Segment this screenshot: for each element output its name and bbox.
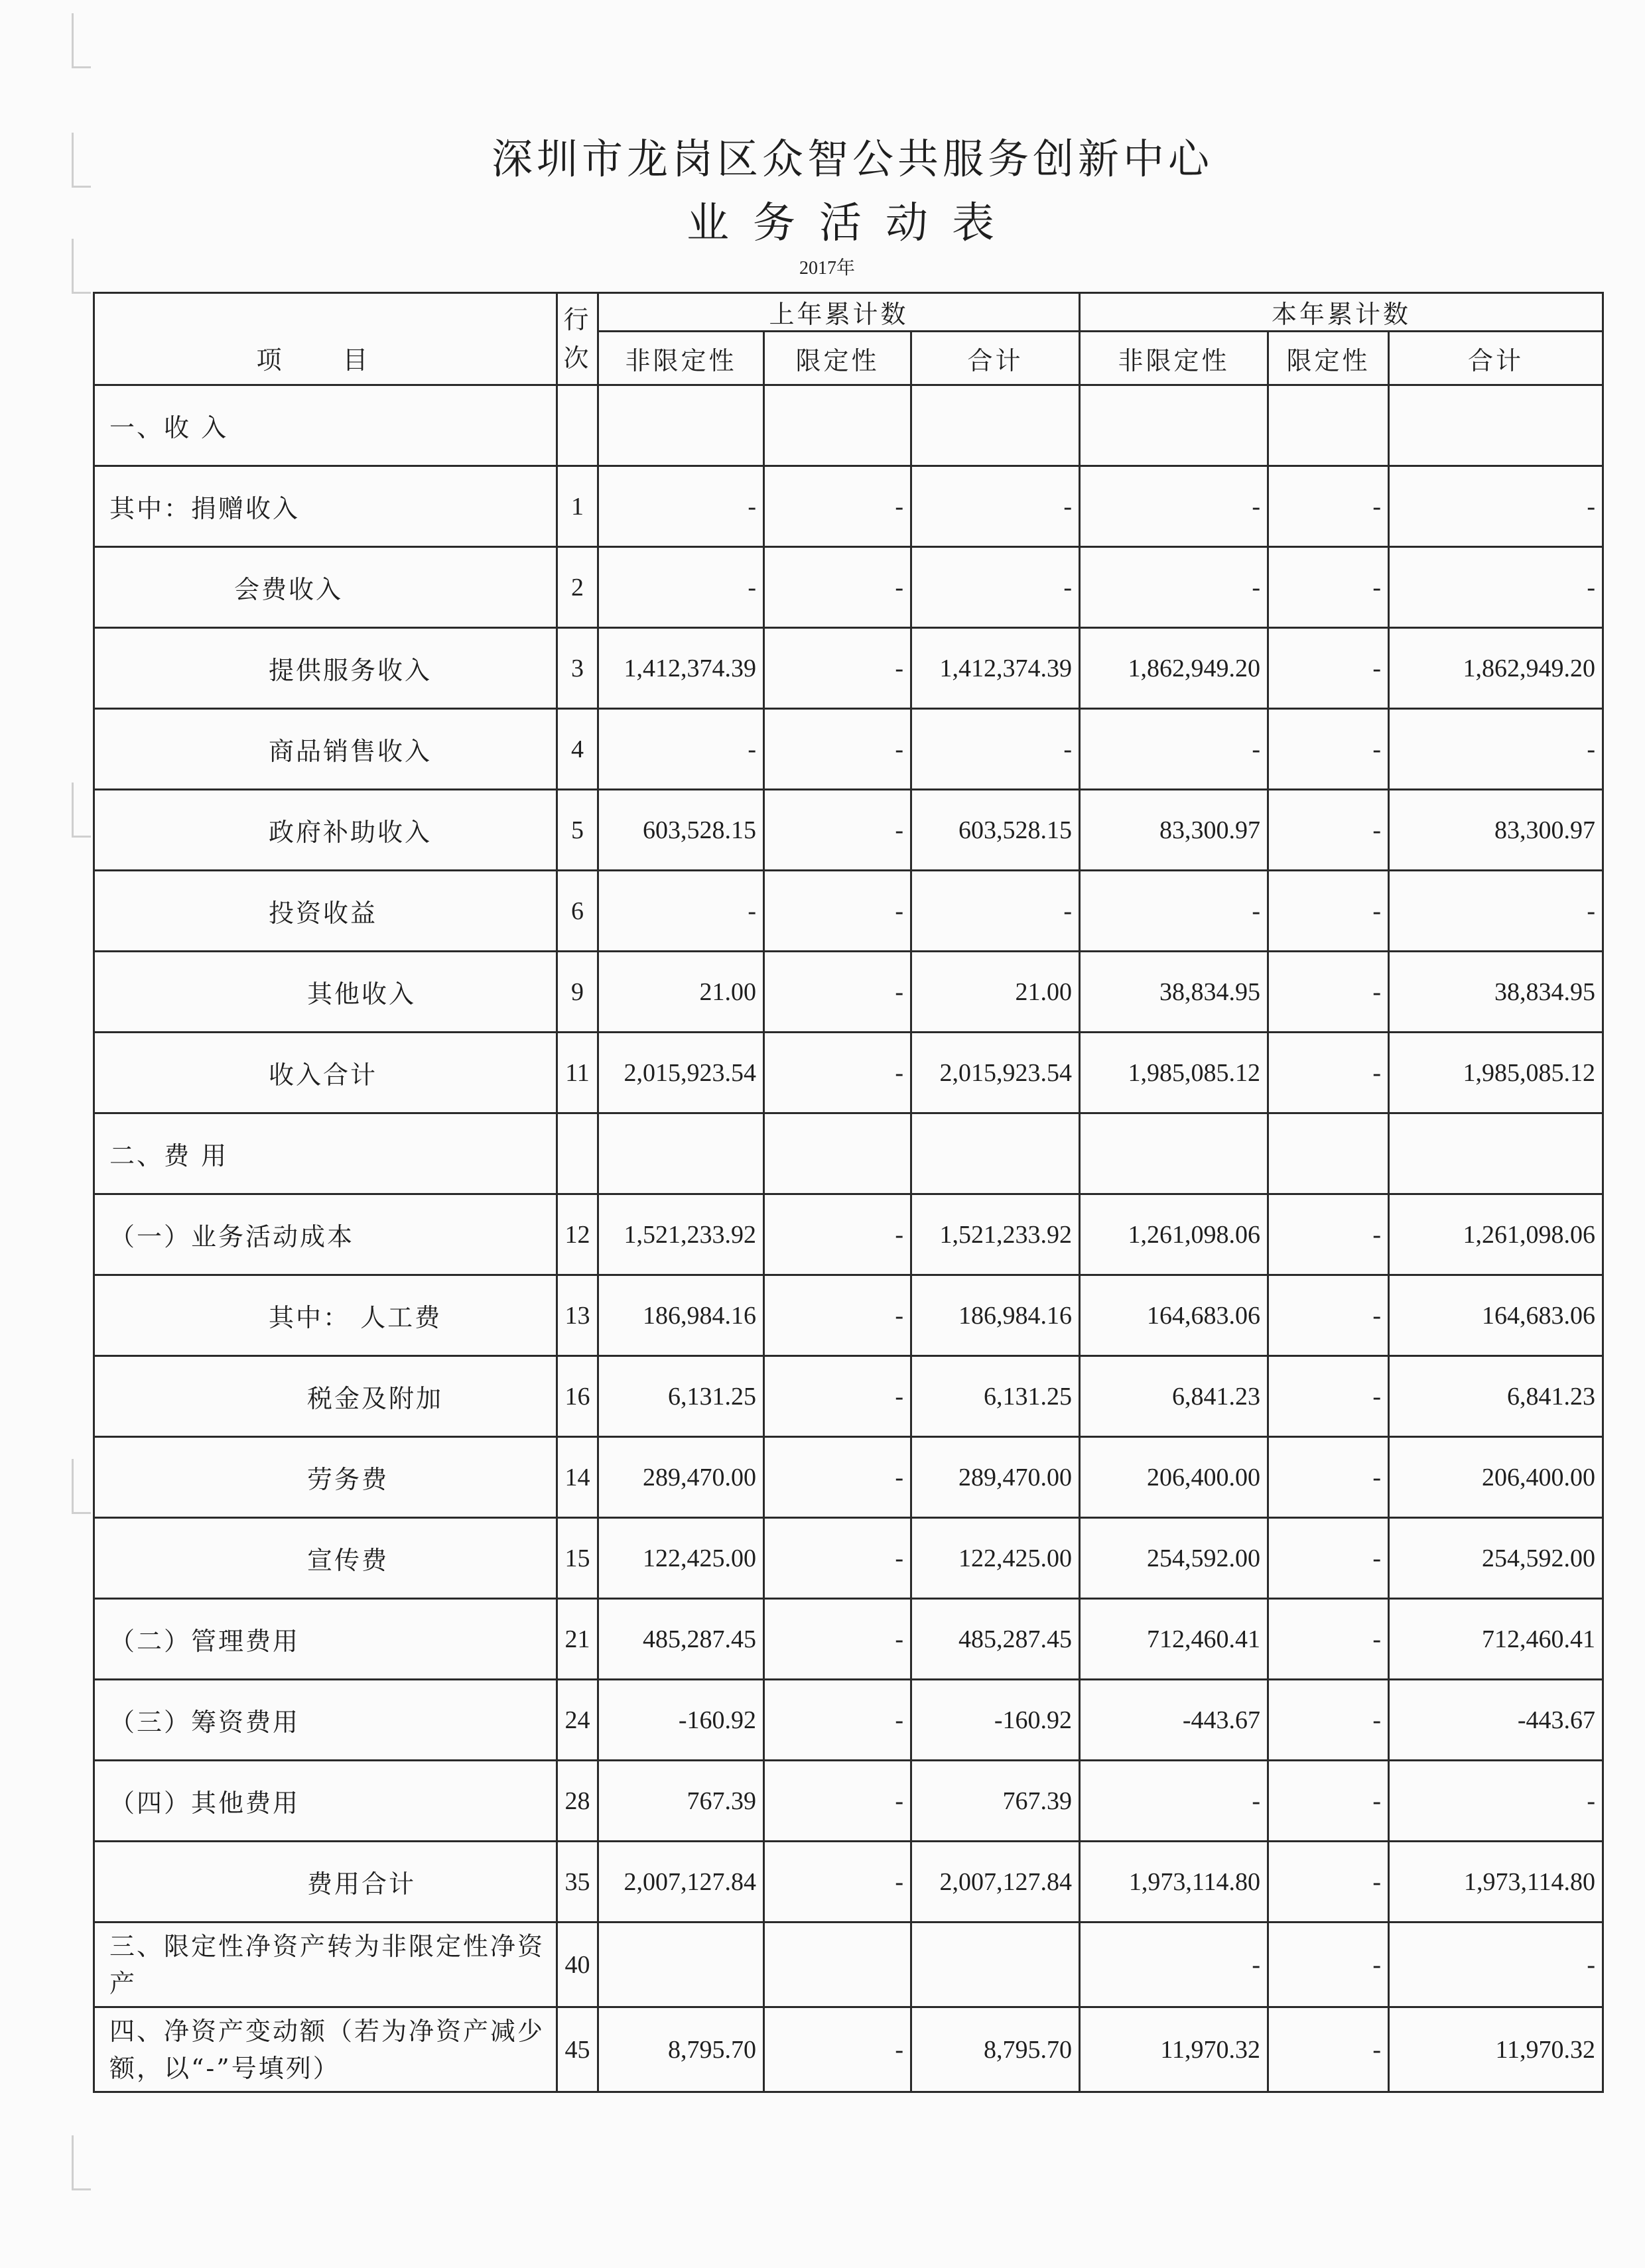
current-total-cell: - bbox=[1389, 709, 1603, 790]
current-restricted-cell: - bbox=[1268, 547, 1389, 628]
line-no-cell: 40 bbox=[557, 1922, 598, 2007]
current-total-cell: 38,834.95 bbox=[1389, 952, 1603, 1033]
binding-mark bbox=[72, 1459, 91, 1514]
line-no-cell: 12 bbox=[557, 1194, 598, 1275]
current-restricted-cell: - bbox=[1268, 1761, 1389, 1842]
row-item-label: 政府补助收入 bbox=[94, 790, 557, 871]
row-item-label: 其中： 人工费 bbox=[94, 1275, 557, 1356]
line-no-cell: 45 bbox=[557, 2007, 598, 2092]
table-row bbox=[94, 1518, 1603, 1599]
line-no-cell: 24 bbox=[557, 1680, 598, 1761]
current-total-cell: 1,985,085.12 bbox=[1389, 1033, 1603, 1113]
current-unrestricted-cell: 1,985,085.12 bbox=[1080, 1033, 1268, 1113]
prior-restricted-cell: - bbox=[764, 790, 911, 871]
binding-mark bbox=[72, 13, 91, 68]
prior-total-cell: 767.39 bbox=[911, 1761, 1080, 1842]
prior-unrestricted-cell: 8,795.70 bbox=[598, 2007, 764, 2092]
current-unrestricted-cell: - bbox=[1080, 1922, 1268, 2007]
prior-total-cell: 6,131.25 bbox=[911, 1356, 1080, 1437]
prior-total-cell: 603,528.15 bbox=[911, 790, 1080, 871]
binding-mark bbox=[72, 783, 91, 838]
current-restricted-cell: - bbox=[1268, 1194, 1389, 1275]
table-row bbox=[94, 1275, 1603, 1356]
prior-unrestricted-cell bbox=[598, 1113, 764, 1194]
prior-restricted-cell: - bbox=[764, 1033, 911, 1113]
prior-unrestricted-cell bbox=[598, 385, 764, 466]
current-total-cell bbox=[1389, 385, 1603, 466]
prior-total-cell bbox=[911, 1113, 1080, 1194]
line-no-cell: 11 bbox=[557, 1033, 598, 1113]
prior-total-cell: - bbox=[911, 709, 1080, 790]
prior-total-cell: - bbox=[911, 466, 1080, 547]
prior-restricted-cell: - bbox=[764, 466, 911, 547]
row-item-label: 劳务费 bbox=[94, 1437, 557, 1518]
prior-restricted-cell: - bbox=[764, 709, 911, 790]
current-total-cell bbox=[1389, 1113, 1603, 1194]
current-unrestricted-cell: 11,970.32 bbox=[1080, 2007, 1268, 2092]
org-title: 深圳市龙岗区众智公共服务创新中心 bbox=[491, 135, 1213, 183]
current-restricted-cell: - bbox=[1268, 1680, 1389, 1761]
current-unrestricted-cell: 1,261,098.06 bbox=[1080, 1194, 1268, 1275]
binding-mark bbox=[72, 2135, 91, 2190]
row-item-label: （二）管理费用 bbox=[94, 1599, 557, 1680]
prior-total-header: 合计 bbox=[911, 332, 1080, 385]
table-row bbox=[94, 1922, 1603, 2007]
current-unrestricted-cell: -443.67 bbox=[1080, 1680, 1268, 1761]
table-row bbox=[94, 790, 1603, 871]
current-total-cell: 164,683.06 bbox=[1389, 1275, 1603, 1356]
current-restricted-cell: - bbox=[1268, 1275, 1389, 1356]
current-restricted-cell: - bbox=[1268, 1033, 1389, 1113]
prior-unrestricted-cell: 6,131.25 bbox=[598, 1356, 764, 1437]
row-item-label: 一、收 入 bbox=[94, 385, 557, 466]
current-unrestricted-cell: 6,841.23 bbox=[1080, 1356, 1268, 1437]
current-unrestricted-header: 非限定性 bbox=[1080, 332, 1268, 385]
prior-total-cell: 2,007,127.84 bbox=[911, 1842, 1080, 1922]
current-unrestricted-cell bbox=[1080, 385, 1268, 466]
line-no-cell: 13 bbox=[557, 1275, 598, 1356]
prior-unrestricted-cell: 21.00 bbox=[598, 952, 764, 1033]
prior-restricted-cell bbox=[764, 385, 911, 466]
table-row bbox=[94, 466, 1603, 547]
prior-total-cell: 8,795.70 bbox=[911, 2007, 1080, 2092]
current-restricted-cell: - bbox=[1268, 871, 1389, 952]
table-row bbox=[94, 1437, 1603, 1518]
table-row bbox=[94, 1194, 1603, 1275]
prior-restricted-cell: - bbox=[764, 952, 911, 1033]
prior-restricted-cell: - bbox=[764, 871, 911, 952]
current-unrestricted-cell: - bbox=[1080, 871, 1268, 952]
prior-total-cell bbox=[911, 385, 1080, 466]
table-row bbox=[94, 1033, 1603, 1113]
line-no-cell bbox=[557, 1113, 598, 1194]
prior-restricted-cell bbox=[764, 1113, 911, 1194]
table-row bbox=[94, 709, 1603, 790]
row-item-label: 二、费 用 bbox=[94, 1113, 557, 1194]
current-unrestricted-cell: 1,973,114.80 bbox=[1080, 1842, 1268, 1922]
current-unrestricted-cell: 1,862,949.20 bbox=[1080, 628, 1268, 709]
report-period: 2017年 bbox=[799, 258, 856, 279]
prior-restricted-cell: - bbox=[764, 1275, 911, 1356]
line-no-cell bbox=[557, 385, 598, 466]
prior-unrestricted-cell: 2,007,127.84 bbox=[598, 1842, 764, 1922]
prior-restricted-cell: - bbox=[764, 1761, 911, 1842]
prior-unrestricted-cell: -160.92 bbox=[598, 1680, 764, 1761]
current-restricted-header: 限定性 bbox=[1268, 332, 1389, 385]
line-no-cell: 1 bbox=[557, 466, 598, 547]
row-item-label: 税金及附加 bbox=[94, 1356, 557, 1437]
prior-total-cell: 122,425.00 bbox=[911, 1518, 1080, 1599]
prior-unrestricted-cell: 603,528.15 bbox=[598, 790, 764, 871]
current-total-cell: - bbox=[1389, 871, 1603, 952]
table-row bbox=[94, 1761, 1603, 1842]
prior-unrestricted-cell: - bbox=[598, 871, 764, 952]
prior-unrestricted-cell: 122,425.00 bbox=[598, 1518, 764, 1599]
prior-total-cell: 485,287.45 bbox=[911, 1599, 1080, 1680]
current-unrestricted-cell: - bbox=[1080, 547, 1268, 628]
current-unrestricted-cell: 254,592.00 bbox=[1080, 1518, 1268, 1599]
row-item-label: 会费收入 bbox=[94, 547, 557, 628]
current-total-cell: 206,400.00 bbox=[1389, 1437, 1603, 1518]
current-total-cell: 1,261,098.06 bbox=[1389, 1194, 1603, 1275]
current-total-cell: - bbox=[1389, 1922, 1603, 2007]
prior-unrestricted-cell: 289,470.00 bbox=[598, 1437, 764, 1518]
prior-total-cell: 21.00 bbox=[911, 952, 1080, 1033]
row-item-label: 宣传费 bbox=[94, 1518, 557, 1599]
prior-restricted-cell: - bbox=[764, 547, 911, 628]
prior-restricted-cell: - bbox=[764, 628, 911, 709]
line-no-cell: 14 bbox=[557, 1437, 598, 1518]
row-item-label: 投资收益 bbox=[94, 871, 557, 952]
current-year-header: 本年累计数 bbox=[1080, 293, 1603, 332]
current-unrestricted-cell: 164,683.06 bbox=[1080, 1275, 1268, 1356]
prior-unrestricted-cell: - bbox=[598, 709, 764, 790]
line-no-cell: 9 bbox=[557, 952, 598, 1033]
current-restricted-cell: - bbox=[1268, 952, 1389, 1033]
prior-restricted-cell: - bbox=[764, 1437, 911, 1518]
current-unrestricted-cell: 206,400.00 bbox=[1080, 1437, 1268, 1518]
row-item-label: 其他收入 bbox=[94, 952, 557, 1033]
current-restricted-cell: - bbox=[1268, 1842, 1389, 1922]
prior-restricted-cell: - bbox=[764, 1194, 911, 1275]
current-restricted-cell bbox=[1268, 385, 1389, 466]
current-restricted-cell: - bbox=[1268, 1437, 1389, 1518]
prior-restricted-cell: - bbox=[764, 1356, 911, 1437]
row-item-label: 四、净资产变动额（若为净资产减少额，以“-”号填列） bbox=[94, 2007, 557, 2092]
table-row bbox=[94, 1599, 1603, 1680]
table-row bbox=[94, 385, 1603, 466]
item-column-header: 项 目 bbox=[94, 293, 557, 385]
table-row bbox=[94, 547, 1603, 628]
current-restricted-cell: - bbox=[1268, 628, 1389, 709]
prior-restricted-cell: - bbox=[764, 2007, 911, 2092]
line-no-column-header: 行次 bbox=[557, 293, 598, 385]
prior-total-cell: 1,412,374.39 bbox=[911, 628, 1080, 709]
line-no-cell: 6 bbox=[557, 871, 598, 952]
current-total-cell: 11,970.32 bbox=[1389, 2007, 1603, 2092]
prior-restricted-cell: - bbox=[764, 1518, 911, 1599]
current-total-cell: - bbox=[1389, 1761, 1603, 1842]
prior-unrestricted-header: 非限定性 bbox=[598, 332, 764, 385]
line-no-cell: 16 bbox=[557, 1356, 598, 1437]
line-no-cell: 28 bbox=[557, 1761, 598, 1842]
prior-unrestricted-cell bbox=[598, 1922, 764, 2007]
prior-restricted-header: 限定性 bbox=[764, 332, 911, 385]
current-unrestricted-cell: 38,834.95 bbox=[1080, 952, 1268, 1033]
current-unrestricted-cell: 712,460.41 bbox=[1080, 1599, 1268, 1680]
line-no-cell: 5 bbox=[557, 790, 598, 871]
prior-unrestricted-cell: - bbox=[598, 547, 764, 628]
prior-total-cell: 186,984.16 bbox=[911, 1275, 1080, 1356]
current-unrestricted-cell: 83,300.97 bbox=[1080, 790, 1268, 871]
row-item-label: （一）业务活动成本 bbox=[94, 1194, 557, 1275]
row-item-label: 商品销售收入 bbox=[94, 709, 557, 790]
line-no-cell: 21 bbox=[557, 1599, 598, 1680]
table-row bbox=[94, 1842, 1603, 1922]
table-row bbox=[94, 1356, 1603, 1437]
current-restricted-cell: - bbox=[1268, 466, 1389, 547]
table-row bbox=[94, 952, 1603, 1033]
prior-unrestricted-cell: 767.39 bbox=[598, 1761, 764, 1842]
row-item-label: 三、限定性净资产转为非限定性净资产 bbox=[94, 1922, 557, 2007]
prior-unrestricted-cell: 186,984.16 bbox=[598, 1275, 764, 1356]
document-title: 业务活动表 bbox=[687, 199, 1018, 248]
table-row bbox=[94, 2007, 1603, 2092]
current-total-cell: 712,460.41 bbox=[1389, 1599, 1603, 1680]
prior-total-cell bbox=[911, 1922, 1080, 2007]
row-item-label: 费用合计 bbox=[94, 1842, 557, 1922]
activity-statement-table bbox=[93, 292, 1604, 2093]
line-no-cell: 35 bbox=[557, 1842, 598, 1922]
current-restricted-cell: - bbox=[1268, 1518, 1389, 1599]
current-total-header: 合计 bbox=[1389, 332, 1603, 385]
prior-unrestricted-cell: 1,521,233.92 bbox=[598, 1194, 764, 1275]
prior-unrestricted-cell: 2,015,923.54 bbox=[598, 1033, 764, 1113]
prior-year-header: 上年累计数 bbox=[598, 293, 1080, 332]
prior-total-cell: - bbox=[911, 871, 1080, 952]
table-row bbox=[94, 628, 1603, 709]
current-restricted-cell: - bbox=[1268, 1599, 1389, 1680]
current-restricted-cell bbox=[1268, 1113, 1389, 1194]
line-no-cell: 15 bbox=[557, 1518, 598, 1599]
prior-restricted-cell: - bbox=[764, 1680, 911, 1761]
current-restricted-cell: - bbox=[1268, 790, 1389, 871]
prior-unrestricted-cell: 485,287.45 bbox=[598, 1599, 764, 1680]
prior-unrestricted-cell: 1,412,374.39 bbox=[598, 628, 764, 709]
current-restricted-cell: - bbox=[1268, 1356, 1389, 1437]
current-unrestricted-cell: - bbox=[1080, 1761, 1268, 1842]
current-restricted-cell: - bbox=[1268, 2007, 1389, 2092]
table-row bbox=[94, 1113, 1603, 1194]
current-total-cell: - bbox=[1389, 466, 1603, 547]
prior-restricted-cell: - bbox=[764, 1599, 911, 1680]
row-item-label: （四）其他费用 bbox=[94, 1761, 557, 1842]
prior-total-cell: 2,015,923.54 bbox=[911, 1033, 1080, 1113]
table-row bbox=[94, 1680, 1603, 1761]
current-unrestricted-cell: - bbox=[1080, 466, 1268, 547]
current-unrestricted-cell: - bbox=[1080, 709, 1268, 790]
prior-total-cell: - bbox=[911, 547, 1080, 628]
current-total-cell: 1,973,114.80 bbox=[1389, 1842, 1603, 1922]
current-total-cell: 83,300.97 bbox=[1389, 790, 1603, 871]
prior-total-cell: 1,521,233.92 bbox=[911, 1194, 1080, 1275]
row-item-label: （三）筹资费用 bbox=[94, 1680, 557, 1761]
current-total-cell: -443.67 bbox=[1389, 1680, 1603, 1761]
line-no-cell: 4 bbox=[557, 709, 598, 790]
current-restricted-cell: - bbox=[1268, 709, 1389, 790]
prior-total-cell: 289,470.00 bbox=[911, 1437, 1080, 1518]
row-item-label: 收入合计 bbox=[94, 1033, 557, 1113]
line-no-cell: 3 bbox=[557, 628, 598, 709]
line-no-cell: 2 bbox=[557, 547, 598, 628]
row-item-label: 提供服务收入 bbox=[94, 628, 557, 709]
current-unrestricted-cell bbox=[1080, 1113, 1268, 1194]
current-total-cell: 1,862,949.20 bbox=[1389, 628, 1603, 709]
prior-unrestricted-cell: - bbox=[598, 466, 764, 547]
row-item-label: 其中：捐赠收入 bbox=[94, 466, 557, 547]
prior-total-cell: -160.92 bbox=[911, 1680, 1080, 1761]
prior-restricted-cell bbox=[764, 1922, 911, 2007]
current-total-cell: - bbox=[1389, 547, 1603, 628]
current-total-cell: 254,592.00 bbox=[1389, 1518, 1603, 1599]
current-total-cell: 6,841.23 bbox=[1389, 1356, 1603, 1437]
prior-restricted-cell: - bbox=[764, 1842, 911, 1922]
current-restricted-cell: - bbox=[1268, 1922, 1389, 2007]
table-row bbox=[94, 871, 1603, 952]
